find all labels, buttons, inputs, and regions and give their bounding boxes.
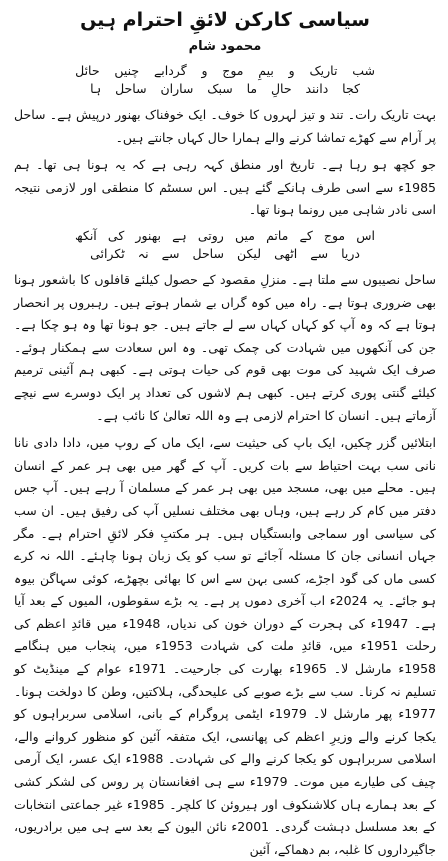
verse-word: موج [222,63,244,78]
couplet-2-line-2 [90,245,360,263]
verse-word: بیمِ [258,63,274,78]
verse-word: ساحل [192,245,224,261]
verse-word: ما [246,81,258,96]
paragraph-1: بہت تاریک رات۔ تند و تیز لہروں کا خوف۔ ایک خوفناک بھنور درپیش ہے۔ ساحل پر آرام سے کھڑے تماشا کرنے والے ہمارا حال کہاں جانتے ہیں۔ [14,107,436,145]
verse-word: آنکھ [75,227,97,243]
couplet-2-line-1 [75,227,375,245]
verse-word: لیکن [237,245,262,261]
couplet-2 [14,227,436,263]
verse-word: ہے [172,227,187,243]
verse-word: تاریک [309,63,338,78]
verse-word: ساحل [115,81,147,96]
verse-word: ٹکرائی [90,245,125,261]
verse-word: ساران [160,81,194,96]
verse-word: موج [323,227,346,243]
verse-word: کے [299,227,313,243]
verse-word: سبک [207,81,233,96]
verse-word: نہ [137,245,149,261]
verse-word: دریا [341,245,360,261]
verse-word: دانند [305,81,329,96]
verse-word: سے [310,245,329,261]
verse-word: اٹھی [274,245,298,261]
couplet-1 [14,62,436,98]
paragraph-3: ساحل نصیبوں سے ملتا ہے۔ منزلِ مقصود کے حصول کیلئے قافلوں کا باشعور ہونا بھی ضروری ہوتا ہے۔ راہ میں کوہ گراں بے شمار ہوتے ہیں۔ رہبروں پر انحصار ہوتا ہے کہ وہ آپ کو کہاں کہاں سے لے جاتے ہیں۔ جو ہونا تھا وہ ہو چکا ہے۔ جن کی آنکھوں میں شہادت کی چمک تھی۔ وہ اس سعادت سے ہمکنار ہوئے۔ صرف ایک شہید کی موت بھی قوم کی حیات ہوتی ہے۔ کبھی ہم آئینی ترمیم کیلئے گنتی پوری کرتے ہیں۔ کبھی ہم لاشوں کی تعداد پر ایک دوسرے سے نیچے آزماتے ہیں۔ انسان کا احترام لازمی ہے وہ اللہ تعالیٰ کا نائب ہے۔ [14,271,436,423]
verse-word: اس [356,227,375,243]
verse-word: روتی [197,227,224,243]
couplet-1-line-1 [75,62,375,80]
verse-word: حائل [75,63,100,78]
verse-word: میں [234,227,255,243]
couplet-1-line-2 [90,80,360,98]
verse-word: و [288,63,295,78]
paragraph-4: ابتلائیں گزر چکیں، ایک باپ کی حیثیت سے، ایک ماں کے روپ میں، دادا دادی نانا نانی سب بہت احتیاط سے بات کریں۔ آپ کے گھر میں بھی ہر عمر کے انسان ہیں۔ محلے میں بھی، مسجد میں بھی ہر عمر کے مسلمان آ رہے ہیں۔ آپ جس دفتر میں کام کر رہے ہیں، وہاں بھی مختلف نسلیں آپ کی رفیق ہیں۔ ان سب کی سیاسی اور سماجی وابستگیاں ہیں۔ ہر مکتبِ فکر لائقِ احترام ہے۔ مگر جہاں انسانی جان کا مسئلہ آجائے تو سب کو یک زبان ہونا چاہئے۔ اللہ نہ کرے کسی ماں کی گود اجڑے، کسی بہن سے اس کا بھائی بچھڑے، کوئی سہاگن بیوہ ہو جائے۔ یہ 2024ء اب آخری دموں پر ہے۔ یہ بڑے سقوطوں، المیوں کے بعد آیا ہے۔ 1947ء کی ہجرت کے دوران خون کی ندیاں، 1948ء میں قائدِ اعظم کی رحلت 1951ء میں، قائدِ ملت کی شہادت 1953ء میں، پنجاب میں ہنگامے 1958ء مارشل لا۔ 1965ء بھارت کی جارحیت۔ 1971ء عوام کے مینڈیٹ کو تسلیم نہ کرنا۔ سب سے بڑے صوبے کی علیحدگی، ہلاکتیں، وطن کا دولخت ہونا۔ 1977ء پھر مارشل لا۔ 1979ء ایٹمی پروگرام کے بانی، اسلامی سربراہوں کو یکجا کرنے والے وزیرِ اعظم کی پھانسی، ایک متفقہ آئین کو منظور کروانے والے، اسلامی سربراہوں کو یکجا کرنے والے کی شہادت۔ 1988ء ایک عسر، ایک آرمی چیف کی طیارے میں موت۔ 1979ء سے ہی افغانستان پر روس کی لشکر کشی کے بعد ہمارے ہاں کلاشنکوف اور ہیروئن کا کلچر۔ 1985ء غیر جماعتی انتخابات کے بعد مسلسل دہشت گردی۔ 2001ء نائن الیون کے بعد سے ہی میں برادریوں، جاگیرداروں کا غلبہ، بم دھماکے، آئین [14,435,437,857]
verse-word: کی [107,227,125,243]
paragraph-2: جو کچھ ہو رہا ہے۔ تاریخ اور منطق کہہ رہی ہے کہ یہ ہونا ہی تھا۔ ہم 1985ء سے اسی طرف ہانکے گئے ہیں۔ اس سسٹم کا منطقی اور لازمی نتیجہ اسی نادر شاہی میں رونما ہونا تھا۔ [14,157,436,218]
verse-word: کجا [342,81,360,96]
verse-word: ہا [90,81,102,96]
verse-word: سے [161,245,180,261]
article-title: سیاسی کارکن لائقِ احترام ہیں [80,9,370,31]
verse-word: بھنور [135,227,161,243]
verse-word: و [201,63,208,78]
verse-word: حالِ [270,81,292,96]
verse-word: ماتم [266,227,289,243]
verse-word: چنیں [114,63,140,78]
article-byline: محمود شام [188,39,262,54]
verse-word: شب [352,63,375,78]
verse-word: گردابے [153,63,187,78]
